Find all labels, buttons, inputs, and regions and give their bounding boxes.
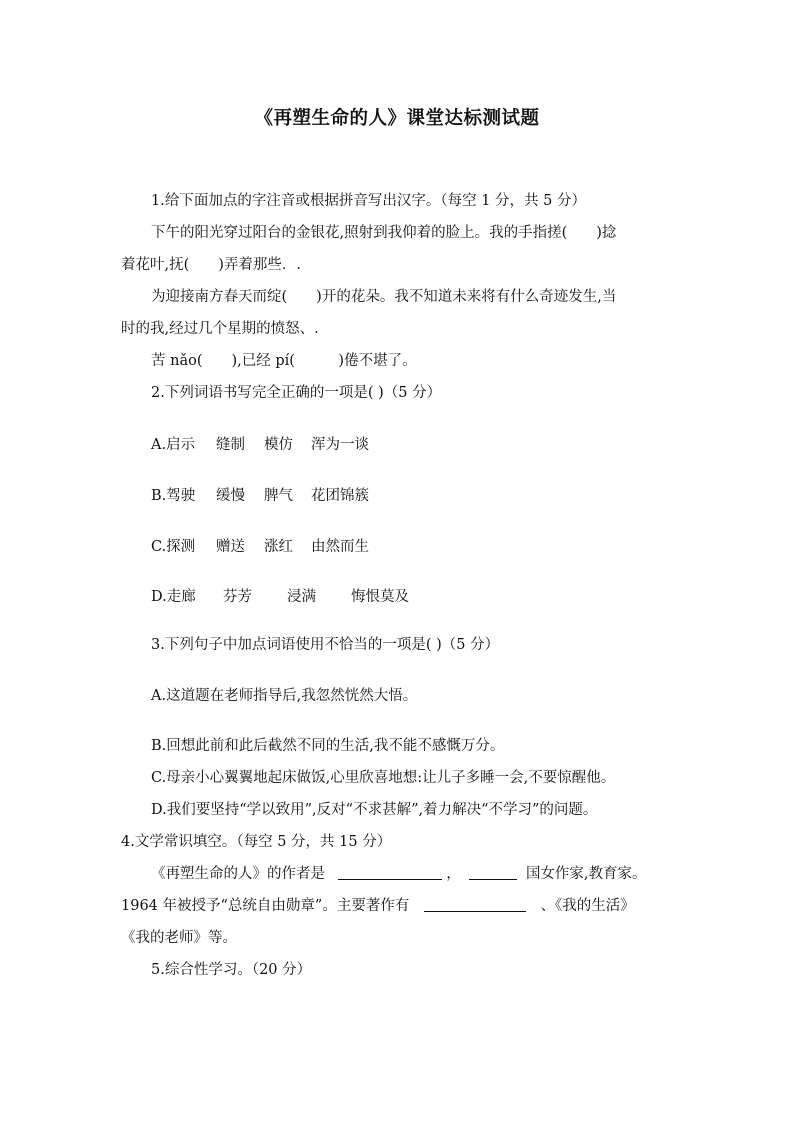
q4-line-1-text-c: 国女作家,教育家。 (525, 866, 647, 882)
q4-blank-1[interactable] (338, 865, 442, 880)
q4-line-3: 《我的老师》等。 (121, 930, 237, 946)
q4-line-2-text-a: 1964 年被授予“总统自由勋章”。主要著作有 (121, 898, 410, 914)
q2-d-word-4: 悔恨莫及 (351, 589, 409, 605)
q2-c-word-3: 涨红 (264, 539, 293, 555)
q1-line-3: 为迎接南方春天而绽( )开的花朵。我不知道未来将有什么奇迹发生,当 (151, 289, 617, 305)
page-title: 《再塑生命的人》课堂达标测试题 (254, 108, 540, 129)
q3-stem: 3.下列句子中加点词语使用不恰当的一项是( )（5 分） (151, 637, 500, 653)
q1-line-2: 着花叶,抚( )弄着那些．. (121, 257, 302, 273)
q1-line-1: 下午的阳光穿过阳台的金银花,照射到我仰着的脸上。我的手指搓( )捻 (151, 225, 617, 241)
q5-stem: 5.综合性学习。（20 分） (151, 962, 312, 978)
q2-c-word-1: C.探测 (151, 539, 196, 555)
q4-line-1-text-b: ， (446, 866, 461, 882)
q3-option-d: D.我们要坚持“学以致用”,反对“不求甚解”,着力解决“不学习”的问题。 (151, 802, 598, 818)
q1-stem: 1.给下面加点的字注音或根据拼音写出汉字。（每空 1 分，共 5 分） (151, 193, 586, 209)
q2-a-word-2: 缝制 (216, 437, 245, 453)
q3-option-a: A.这道题在老师指导后,我忽然恍然大悟。 (151, 688, 418, 704)
q4-blank-3[interactable] (424, 897, 526, 912)
q2-b-word-4: 花团锦簇 (311, 488, 369, 504)
q2-a-word-4: 浑为一谈 (311, 437, 369, 453)
q4-line-1 (151, 864, 647, 884)
q2-b-word-2: 缓慢 (216, 488, 245, 504)
q2-d-word-3: 浸满 (287, 589, 316, 605)
q4-line-2-text-b: 、《我的生活》 (540, 898, 635, 914)
q1-line-4: 时的我,经过几个星期的愤怒、. (121, 321, 319, 337)
q2-d-word-2: 芬芳 (223, 589, 252, 605)
q4-line-2 (121, 896, 635, 916)
q2-d-word-1: D.走廊 (151, 589, 196, 605)
q2-a-word-3: 模仿 (264, 437, 293, 453)
q4-line-1-text-a: 《再塑生命的人》的作者是 (151, 866, 325, 882)
q2-b-word-3: 脾气 (264, 488, 293, 504)
q2-c-word-2: 赠送 (216, 539, 245, 555)
q2-a-word-1: A.启示 (151, 437, 196, 453)
q1-line-5: 苦 nǎo( ),已经 pí( )倦不堪了。 (151, 353, 417, 369)
q3-option-c: C.母亲小心翼翼地起床做饭,心里欣喜地想:让儿子多睡一会,不要惊醒他。 (151, 770, 616, 786)
q2-b-word-1: B.驾驶 (151, 488, 196, 504)
q4-stem: 4.文学常识填空。（每空 5 分，共 15 分） (121, 834, 392, 850)
q2-c-word-4: 由然而生 (311, 539, 369, 555)
q2-stem: 2.下列词语书写完全正确的一项是( )（5 分） (151, 385, 442, 401)
q3-option-b: B.回想此前和此后截然不同的生活,我不能不感慨万分。 (151, 738, 505, 754)
q4-blank-2[interactable] (469, 865, 517, 880)
